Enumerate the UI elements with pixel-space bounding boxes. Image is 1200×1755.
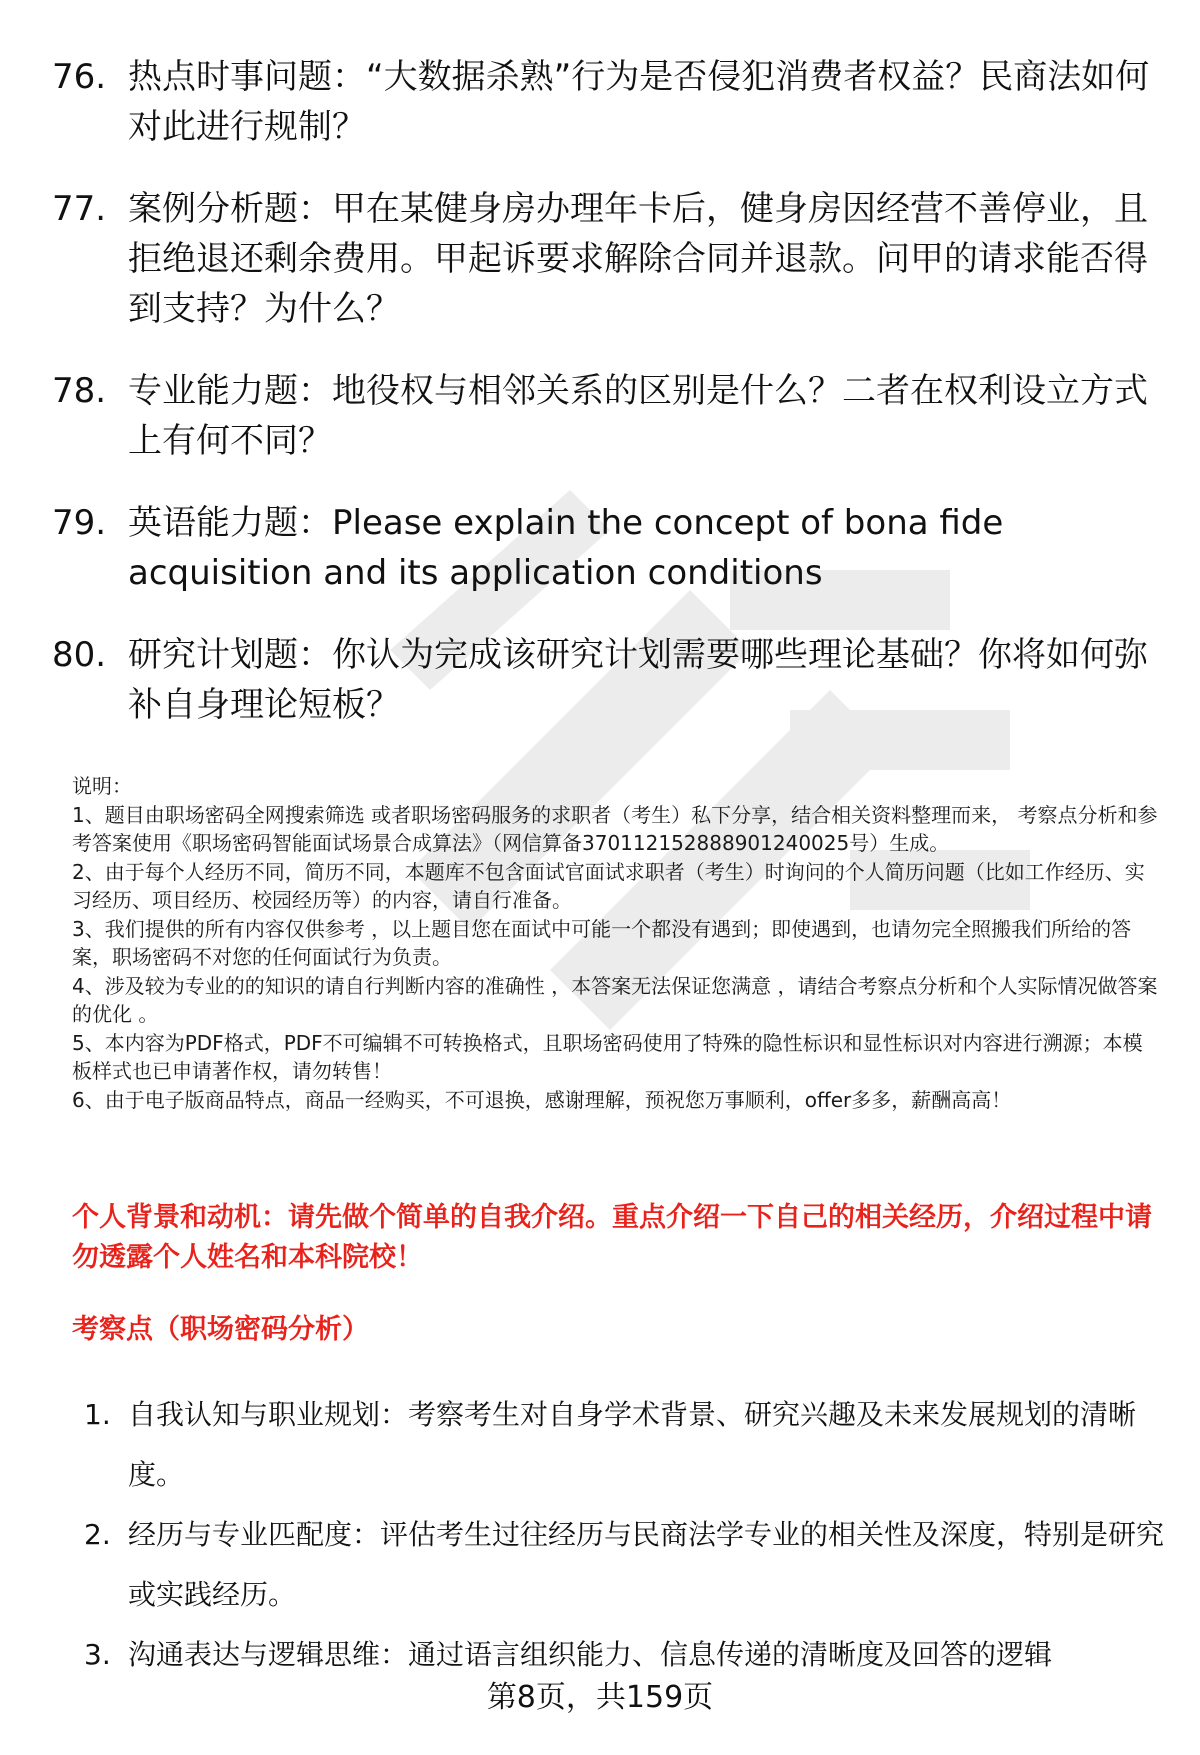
question-number: 78. (52, 371, 107, 411)
question-number: 77. (52, 189, 107, 229)
question-text: 研究计划题：你认为完成该研究计划需要哪些理论基础？你将如何弥补自身理论短板？ (128, 635, 1148, 725)
exam-point-number: 1. (84, 1398, 111, 1431)
note-item-4: 4、涉及较为专业的的知识的请自行判断内容的准确性 ，本答案无法保证您满意 ，请结合考察点分析和个人实际情况做答案的优化 。 (72, 973, 1158, 1026)
question-text: 热点时事问题：“大数据杀熟”行为是否侵犯消费者权益？民商法如何对此进行规制？ (128, 57, 1150, 147)
question-text: 案例分析题：甲在某健身房办理年卡后，健身房因经营不善停业，且拒绝退还剩余费用。甲起诉要求解除合同并退款。问甲的请求能否得到支持？为什么？ (128, 189, 1148, 329)
notes-section (72, 772, 1162, 1114)
notes-title: 说明： (72, 774, 132, 798)
question-number: 79. (52, 503, 107, 543)
question-item-77 (52, 184, 1152, 334)
question-number: 76. (52, 57, 107, 97)
exam-point-item (84, 1505, 1164, 1625)
question-text: 专业能力题：地役权与相邻关系的区别是什么？二者在权利设立方式上有何不同？ (128, 371, 1148, 461)
intro-question-heading: 个人背景和动机：请先做个简单的自我介绍。重点介绍一下自己的相关经历，介绍过程中请勿透露个人姓名和本科院校！ (72, 1202, 1152, 1273)
page-footer: 第8页，共159页 (486, 1680, 714, 1715)
note-item-6: 6、由于电子版商品特点，商品一经购买，不可退换，感谢理解，预祝您万事顺利，offer多多，薪酬高高！ (72, 1087, 1012, 1112)
exam-point-text: 自我认知与职业规划：考察考生对自身学术背景、研究兴趣及未来发展规划的清晰度。 (128, 1398, 1137, 1491)
note-item-2: 2、由于每个人经历不同，简历不同，本题库不包含面试官面试求职者（考生）时询问的个人简历问题（比如工作经历、实习经历、项目经历、校园经历等）的内容，请自行准备。 (72, 859, 1145, 912)
note-item-5: 5、本内容为PDF格式，PDF不可编辑不可转换格式，且职场密码使用了特殊的隐性标识和显性标识对内容进行溯源；本模板样式也已申请著作权，请勿转售！ (72, 1030, 1143, 1083)
question-list (52, 52, 1152, 762)
exam-point-item (84, 1385, 1164, 1505)
question-item-79 (52, 498, 1152, 598)
exam-point-text: 沟通表达与逻辑思维：通过语言组织能力、信息传递的清晰度及回答的逻辑 (128, 1638, 1053, 1671)
exam-points-list (84, 1385, 1164, 1685)
exam-point-number: 3. (84, 1638, 111, 1671)
question-text: 英语能力题：Please explain the concept of bona fide acquisition and its application conditions (128, 503, 1004, 593)
question-number: 80. (52, 635, 107, 675)
exam-point-text: 经历与专业匹配度：评估考生过往经历与民商法学专业的相关性及深度，特别是研究或实践经历。 (128, 1518, 1165, 1611)
note-item-3: 3、我们提供的所有内容仅供参考 ，以上题目您在面试中可能一个都没有遇到；即使遇到，也请勿完全照搬我们所给的答案，职场密码不对您的任何面试行为负责。 (72, 916, 1132, 969)
exam-points-heading: 考察点（职场密码分析） (72, 1314, 369, 1345)
question-item-76 (52, 52, 1152, 152)
note-item-1: 1、题目由职场密码全网搜索筛选 或者职场密码服务的求职者（考生）私下分享，结合相关资料整理而来， 考察点分析和参考答案使用《职场密码智能面试场景合成算法》（网信算备370112152888901240025号）生成。 (72, 802, 1158, 855)
exam-point-number: 2. (84, 1518, 111, 1551)
question-item-78 (52, 366, 1152, 466)
question-item-80 (52, 630, 1152, 730)
